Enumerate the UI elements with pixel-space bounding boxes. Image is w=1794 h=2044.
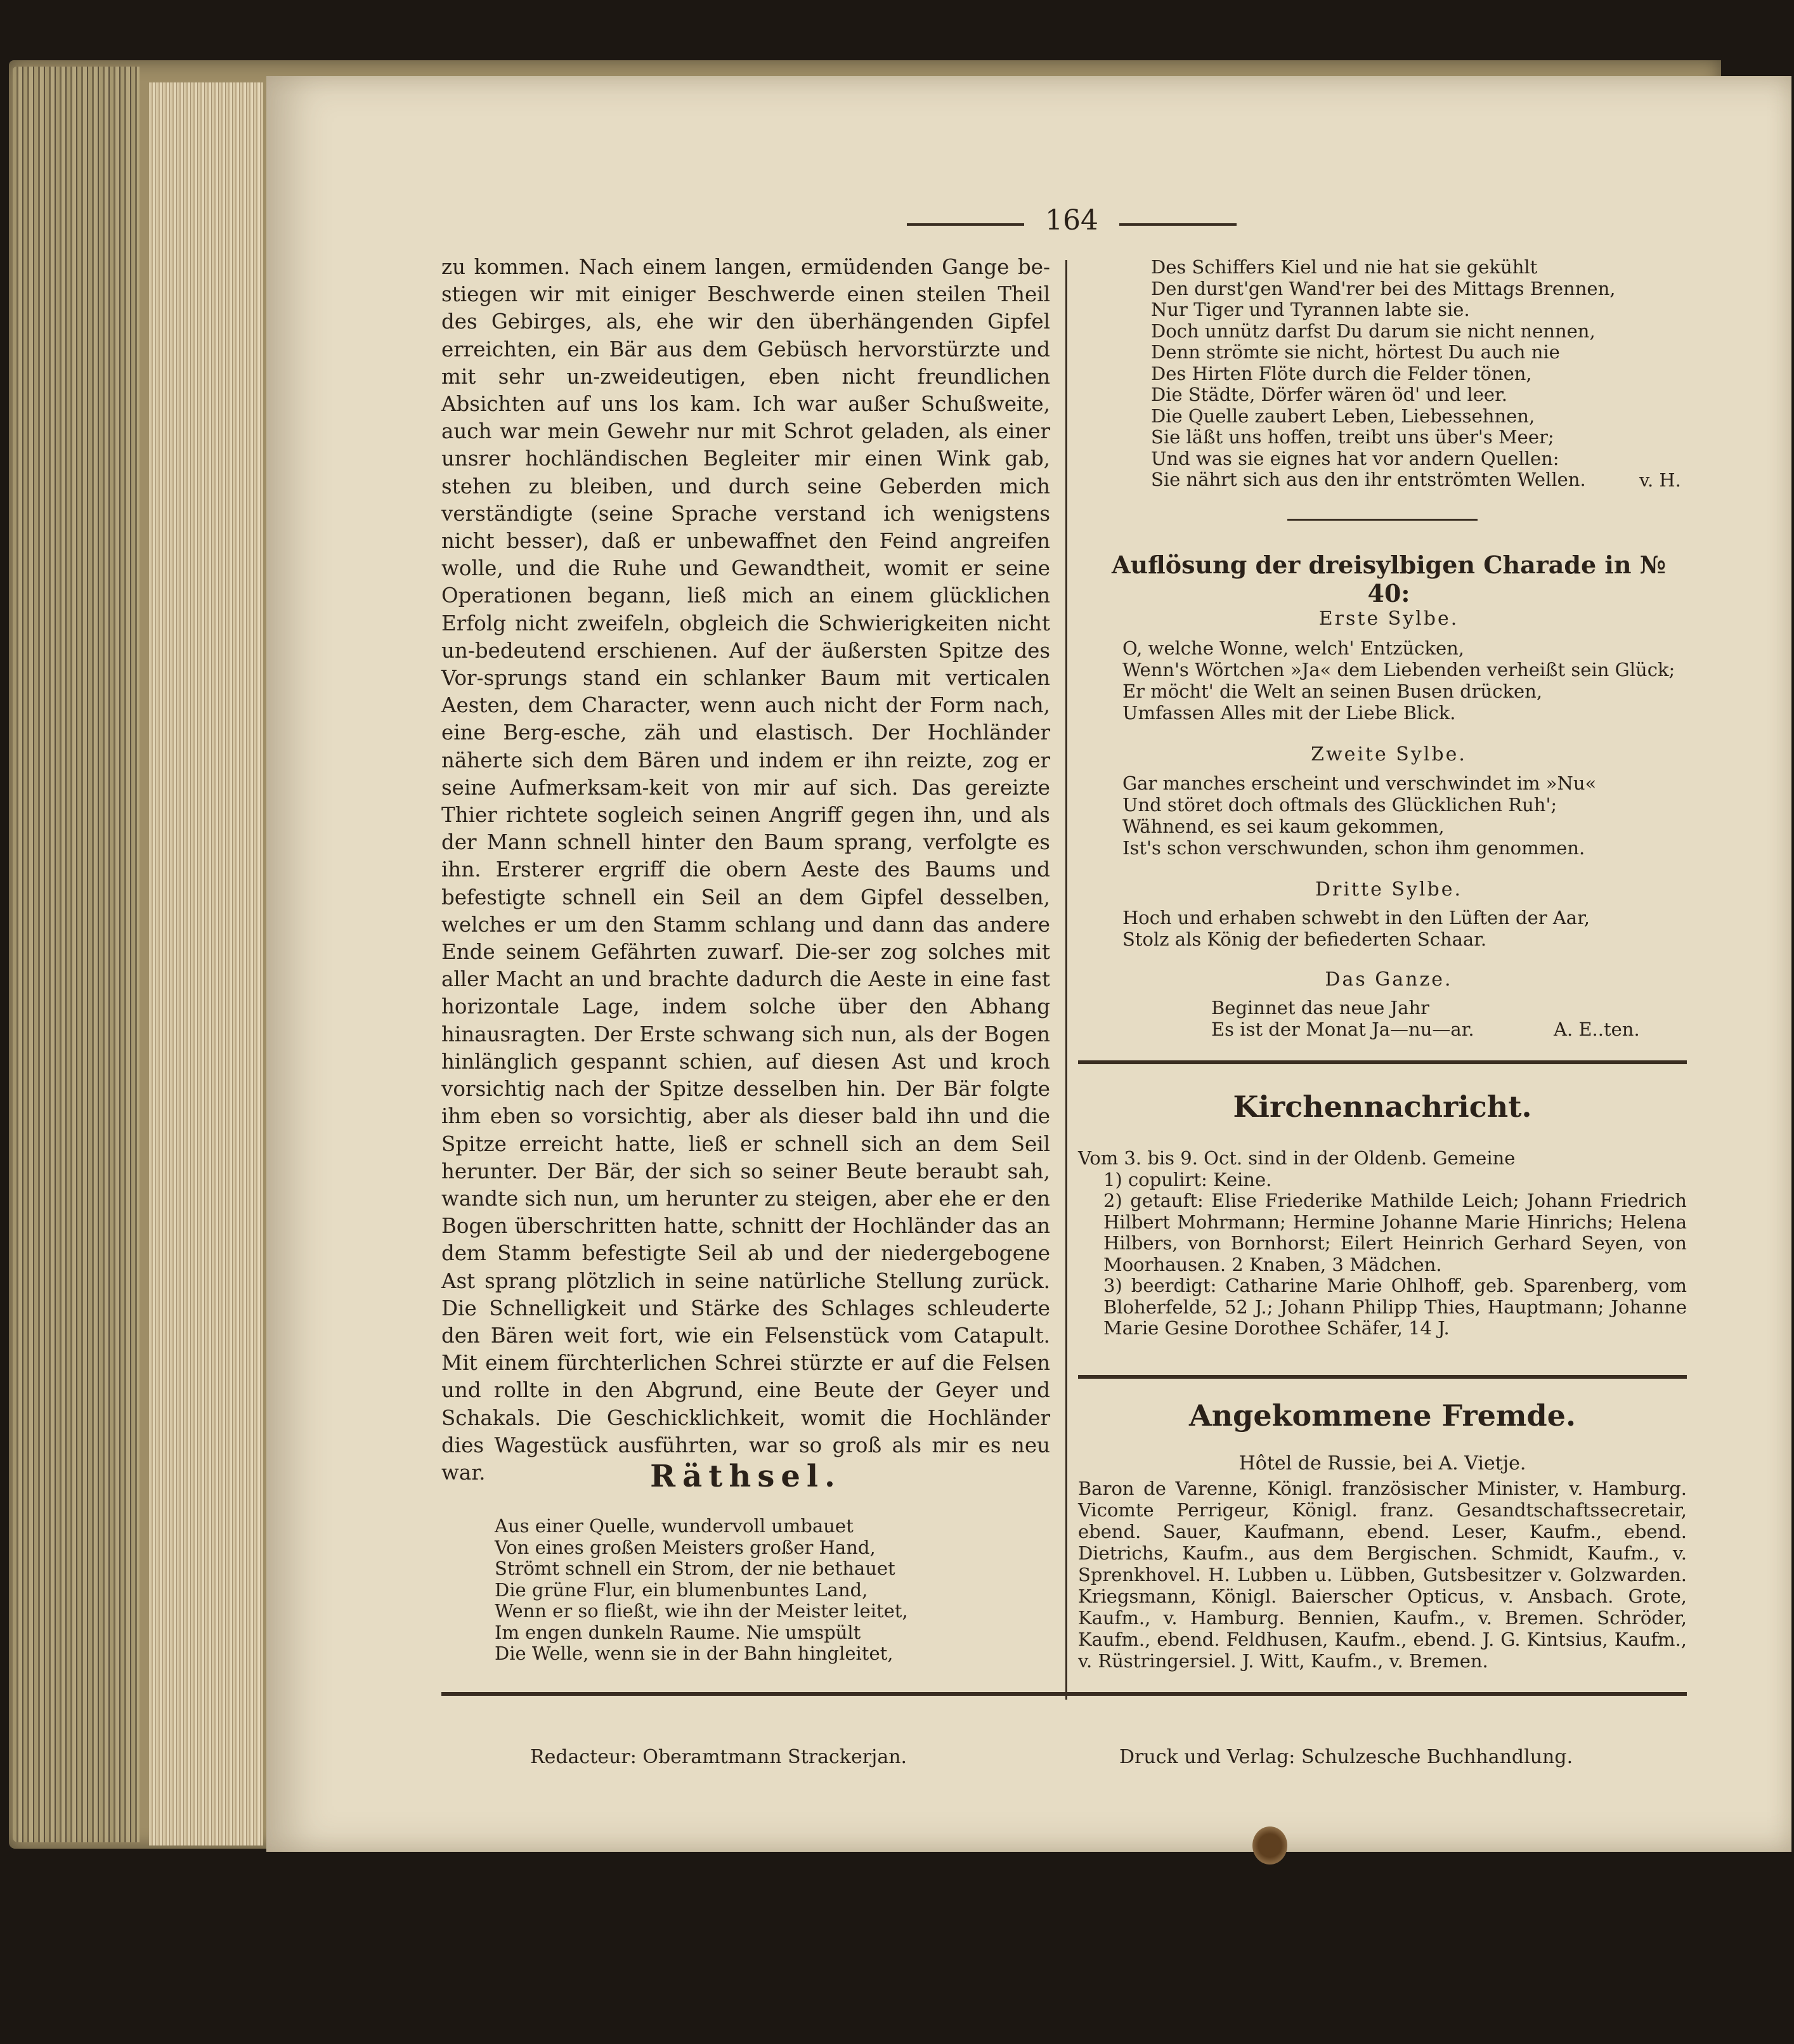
raethsel-line: Aus einer Quelle, wundervoll umbauet	[495, 1515, 854, 1537]
charade-line: Wähnend, es sei kaum gekommen,	[1122, 816, 1445, 837]
raethsel-verse-continued	[1151, 257, 1696, 491]
verse-line: Und was sie eignes hat vor andern Quellen:	[1151, 447, 1559, 469]
column-divider	[1065, 260, 1067, 1700]
church-baptisms: 2) getauft: Elise Friederike Mathilde Leich; Johann Friedrich Hilbert Mohrmann; Hermine Johanne Marie Hinrichs; Helena Hilbers, von Bornhorst; Eilert Heinrich Gerhard Seyen, von Moorhausen. 2 Knaben, 3 Mädchen.	[1103, 1190, 1687, 1275]
page-number-header	[907, 204, 1237, 242]
section-divider	[1078, 1375, 1687, 1379]
charade-line: Hoch und erhaben schwebt in den Lüften der Aar,	[1122, 907, 1590, 928]
verse-line: Nur Tiger und Tyrannen labte sie.	[1151, 299, 1470, 320]
church-notices	[1078, 1148, 1687, 1339]
footer-printer: Druck und Verlag: Schulzesche Buchhandlung.	[1119, 1746, 1573, 1768]
raethsel-line: Die Welle, wenn sie in der Bahn hingleitet,	[495, 1643, 894, 1664]
bear-story-paragraph	[441, 254, 1050, 1487]
section-divider	[1078, 1060, 1687, 1064]
verse-signature: v. H.	[1639, 469, 1681, 491]
church-intro: Vom 3. bis 9. Oct. sind in der Oldenb. Gemeine	[1078, 1147, 1516, 1169]
charade-line: O, welche Wonne, welch' Entzücken,	[1122, 637, 1465, 659]
footer-rule	[441, 1692, 1687, 1696]
verse-line: Den durst'gen Wand'rer bei des Mittags Brennen,	[1151, 277, 1616, 299]
hotel-name: Hôtel de Russie, bei A. Vietje.	[1238, 1452, 1526, 1474]
syllable-verse	[1211, 997, 1474, 1040]
syllable-verse	[1122, 637, 1675, 724]
charade-line: Er möcht' die Welt an seinen Busen drücken,	[1122, 680, 1543, 702]
raethsel-line: Im engen dunkeln Raume. Nie umspült	[495, 1621, 861, 1643]
raethsel-line: Wenn er so fließt, wie ihn der Meister leitet,	[495, 1600, 908, 1622]
syllable-verse	[1122, 907, 1590, 950]
header-rule-right	[1119, 223, 1237, 226]
syllable-heading: Dritte Sylbe.	[1315, 878, 1462, 901]
verse-line: Die Städte, Dörfer wären öd' und leer.	[1151, 384, 1507, 405]
arrivals-list: Baron de Varenne, Königl. französischer Minister, v. Hamburg. Vicomte Perrigeur, Königl. franz. Gesandtschaftssecretair, ebend. Sauer, Kaufmann, ebend. Leser, Kaufm., ebend. Dietrichs, Kaufm., aus dem Bergischen. Schmidt, Kaufm., v. Sprenkhovel. H. Lubben u. Lübben, Gutsbesitzer v. Golzwarden. Kriegsmann, Königl. Baierscher Opticus, v. Ansbach. Grote, Kaufm., v. Hamburg. Bennien, Kaufm., v. Bremen. Schröder, Kaufm., ebend. Feldhusen, Kaufm., ebend. J. G. Kintsius, Kaufm., v. Rüstringersiel. J. Witt, Kaufm., v. Bremen.	[1078, 1478, 1687, 1672]
paper-stain	[1252, 1826, 1287, 1865]
charade-line: Ist's schon verschwunden, schon ihm genommen.	[1122, 837, 1585, 859]
syllable-heading: Zweite Sylbe.	[1311, 743, 1467, 765]
church-marriages: 1) copulirt: Keine.	[1103, 1168, 1272, 1190]
charade-signature: A. E..ten.	[1554, 1019, 1640, 1040]
church-burials: 3) beerdigt: Catharine Marie Ohlhoff, geb. Sparenberg, vom Bloherfelde, 52 J.; Johann Philipp Thies, Hauptmann; Johanne Marie Gesine Dorothee Schäfer, 14 J.	[1103, 1275, 1687, 1339]
raethsel-line: Strömt schnell ein Strom, der nie bethauet	[495, 1558, 895, 1579]
page-number: 164	[1045, 204, 1098, 237]
syllable-verse	[1122, 772, 1596, 859]
verse-line: Doch unnütz darfst Du darum sie nicht nennen,	[1151, 320, 1596, 342]
left-column	[441, 254, 1050, 1487]
verse-line: Des Hirten Flöte durch die Felder tönen,	[1151, 362, 1532, 384]
angekommene-fremde-heading: Angekommene Fremde.	[1189, 1398, 1576, 1433]
footer-editor: Redacteur: Oberamtmann Strackerjan.	[530, 1746, 907, 1768]
verse-line: Sie läßt uns hoffen, treibt uns über's Meer;	[1151, 426, 1554, 448]
verse-line: Sie nährt sich aus den ihr entströmten Wellen.	[1151, 469, 1586, 490]
verse-line: Denn strömte sie nicht, hörtest Du auch nie	[1151, 341, 1560, 363]
header-rule-left	[907, 223, 1024, 226]
story-text: zu kommen. Nach einem langen, ermüdenden Gange be-stiegen wir mit einiger Beschwerde einen steilen Theil des Gebirges, als, ehe wir den überhängenden Gipfel erreichten, ein Bär aus dem Gebüsch hervorstürzte und mit sehr un-zweideutigen, eben nicht freundlichen Absichten auf uns los kam. Ich war außer Schußweite, auch war mein Gewehr nur mit Schrot geladen, als einer unsrer hochländischen Begleiter mir einen Wink gab, stehen zu bleiben, und durch seine Geberden mich verständigte (seine Sprache verstand ich wenigstens nicht besser), daß er unbewaffnet den Feind angreifen wolle, und die Ruhe und Gewandtheit, womit er seine Operationen begann, ließ mich an einem glücklichen Erfolg nicht zweifeln, obgleich die Schwierigkeiten nicht un-bedeutend erschienen. Auf der äußersten Spitze des Vor-sprungs stand ein schlanker Baum mit verticalen Aesten, dem Character, wenn auch nicht der Form nach, eine Berg-esche, zäh und elastisch. Der Hochländer näherte sich dem Bären und indem er ihn reizte, zog er seine Aufmerksam-keit von mir auf sich. Das gereizte Thier richtete sogleich seinen Angriff gegen ihn, und als der Mann schnell hinter den Baum sprang, verfolgte es ihn. Ersterer ergriff die obern Aeste des Baums und befestigte schnell ein Seil an dem Gipfel desselben, welches er um den Stamm schlang und dann das andere Ende seinem Gefährten zuwarf. Die-ser zog solches mit aller Macht an und brachte dadurch die Aeste in eine fast horizontale Lage, indem solche über den Abhang hinausragten. Der Erste schwang sich nun, als der Bogen hinlänglich gespannt schien, auf diesen Ast und kroch vorsichtig nach der Spitze desselben hin. Der Bär folgte ihm eben so vorsichtig, aber als dieser bald ihn und die Spitze erreicht hatte, ließ er schnell sich an dem Seil herunter. Der Bär, der sich so seiner Beute beraubt sah, wandte sich nun, um herunter zu steigen, aber ehe er den Bogen überschritten hatte, schnitt der Hochländer das an dem Stamm befestigte Seil ab und der niedergebogene Ast sprang plötzlich in seine natürliche Stellung zurück. Die Schnelligkeit und Stärke des Schlages schleuderte den Bären weit fort, wie ein Felsenstück vom Catapult. Mit einem fürchterlichen Schrei stürzte er auf die Felsen und rollte in den Abgrund, eine Beute der Geyer und Schakals. Die Geschicklichkeit, womit die Hochländer dies Wagestück ausführten, war so groß als mir es neu war.	[441, 255, 1050, 1485]
charade-line: Umfassen Alles mit der Liebe Blick.	[1122, 702, 1456, 724]
kirchennachricht-heading: Kirchennachricht.	[1233, 1090, 1532, 1124]
raethsel-heading: Räthsel.	[650, 1459, 842, 1494]
verse-line: Des Schiffers Kiel und nie hat sie gekühlt	[1151, 256, 1538, 278]
charade-solution-title: Auflösung der dreisylbigen Charade in № 40:	[1112, 550, 1666, 608]
syllable-heading: Das Ganze.	[1325, 968, 1453, 991]
charade-line: Gar manches erscheint und verschwindet im »Nu«	[1122, 772, 1597, 794]
charade-line: Wenn's Wörtchen »Ja« dem Liebenden verheißt sein Glück;	[1122, 659, 1675, 680]
short-divider	[1287, 519, 1478, 521]
charade-line: Stolz als König der befiederten Schaar.	[1122, 928, 1487, 950]
syllable-heading: Erste Sylbe.	[1318, 608, 1459, 630]
raethsel-verse	[495, 1516, 1053, 1665]
charade-line: Beginnet das neue Jahr	[1211, 997, 1430, 1019]
cover-marbled-edge	[13, 67, 140, 1842]
raethsel-line: Von eines großen Meisters großer Hand,	[495, 1536, 876, 1558]
raethsel-line: Die grüne Flur, ein blumenbuntes Land,	[495, 1579, 868, 1601]
charade-line: Es ist der Monat Ja—nu—ar.	[1211, 1019, 1474, 1040]
verse-line: Die Quelle zaubert Leben, Liebessehnen,	[1151, 405, 1535, 427]
charade-line: Und störet doch oftmals des Glücklichen Ruh';	[1122, 794, 1557, 816]
page-edges	[149, 82, 263, 1845]
